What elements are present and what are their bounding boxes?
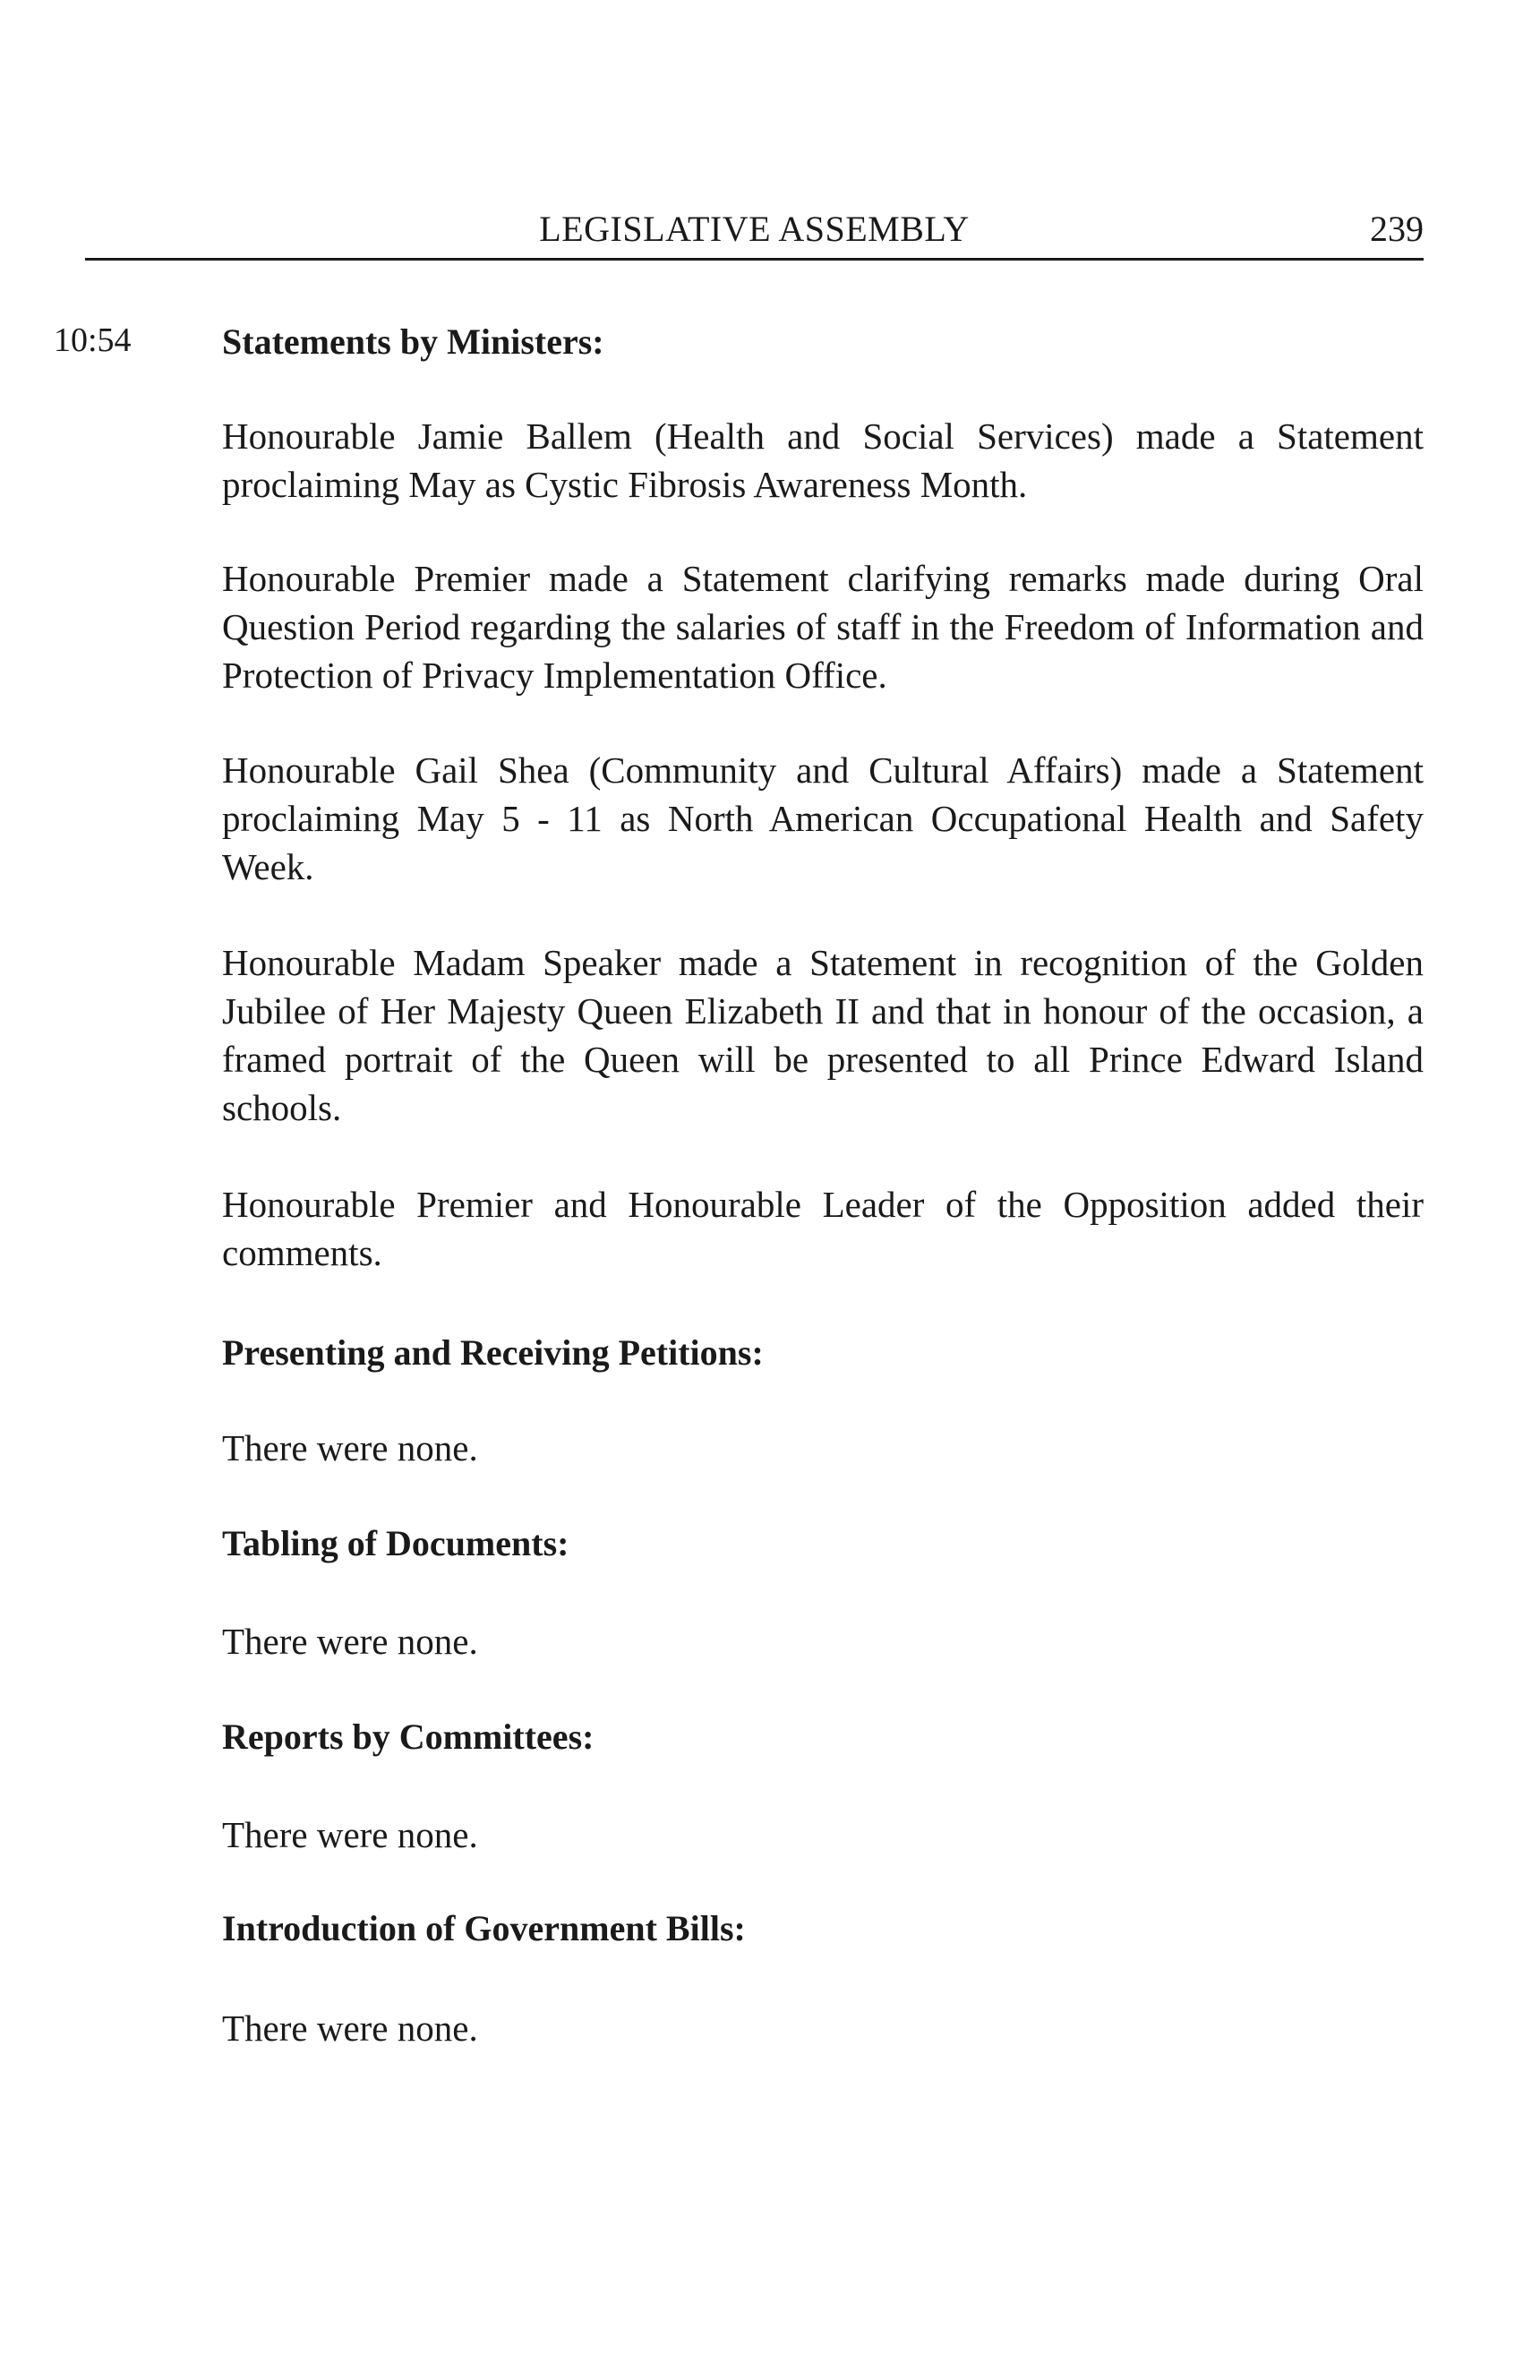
statement-text: Honourable Jamie Ballem (Health and Social Services) made a Statement proclaiming May as Cystic Fibrosis Awareness Month. xyxy=(222,415,1424,505)
tabling-block xyxy=(222,1522,1424,1564)
statement-paragraph-4 xyxy=(222,938,1424,1132)
statement-text: Honourable Madam Speaker made a Statement in recognition of the Golden Jubilee of Her Majesty Queen Elizabeth II and that in honour of the occasion, a framed portrait of the Queen will be presented to all Prince Edward Island schools. xyxy=(222,942,1424,1128)
page-number: 239 xyxy=(1370,209,1424,249)
statement-paragraph-2 xyxy=(222,554,1424,699)
committees-heading: Reports by Committees: xyxy=(222,1717,595,1757)
statement-paragraph-3 xyxy=(222,746,1424,891)
statement-paragraph-5 xyxy=(222,1180,1424,1277)
committees-text: There were none. xyxy=(222,1814,478,1855)
statements-heading: Statements by Ministers: xyxy=(222,321,604,362)
header-rule xyxy=(85,258,1424,261)
bills-heading: Introduction of Government Bills: xyxy=(222,1908,746,1948)
bills-block xyxy=(222,1907,1424,1949)
petitions-text-block xyxy=(222,1424,1424,1472)
petitions-text: There were none. xyxy=(222,1427,478,1468)
header-title: LEGISLATIVE ASSEMBLY xyxy=(539,209,970,249)
tabling-text: There were none. xyxy=(222,1621,478,1662)
statements-heading-block xyxy=(222,321,1424,363)
committees-text-block xyxy=(222,1811,1424,1859)
petitions-heading: Presenting and Receiving Petitions: xyxy=(222,1332,764,1373)
time-stamp: 10:54 xyxy=(54,321,132,359)
bills-text-block xyxy=(222,2004,1424,2052)
statement-paragraph-1 xyxy=(222,412,1424,509)
statement-text: Honourable Gail Shea (Community and Cultural Affairs) made a Statement proclaiming May 5 - 11 as North American Occupational Health and Safety Week. xyxy=(222,749,1424,887)
committees-block xyxy=(222,1716,1424,1758)
tabling-heading: Tabling of Documents: xyxy=(222,1523,569,1563)
page-header xyxy=(85,208,1424,263)
statement-text: Honourable Premier and Honourable Leader of the Opposition added their comments. xyxy=(222,1184,1424,1273)
statement-text: Honourable Premier made a Statement clarifying remarks made during Oral Question Period regarding the salaries of staff in the Freedom of Information and Protection of Privacy Implementation Office. xyxy=(222,558,1424,696)
tabling-text-block xyxy=(222,1617,1424,1665)
bills-text: There were none. xyxy=(222,2008,478,2049)
petitions-block xyxy=(222,1331,1424,1374)
